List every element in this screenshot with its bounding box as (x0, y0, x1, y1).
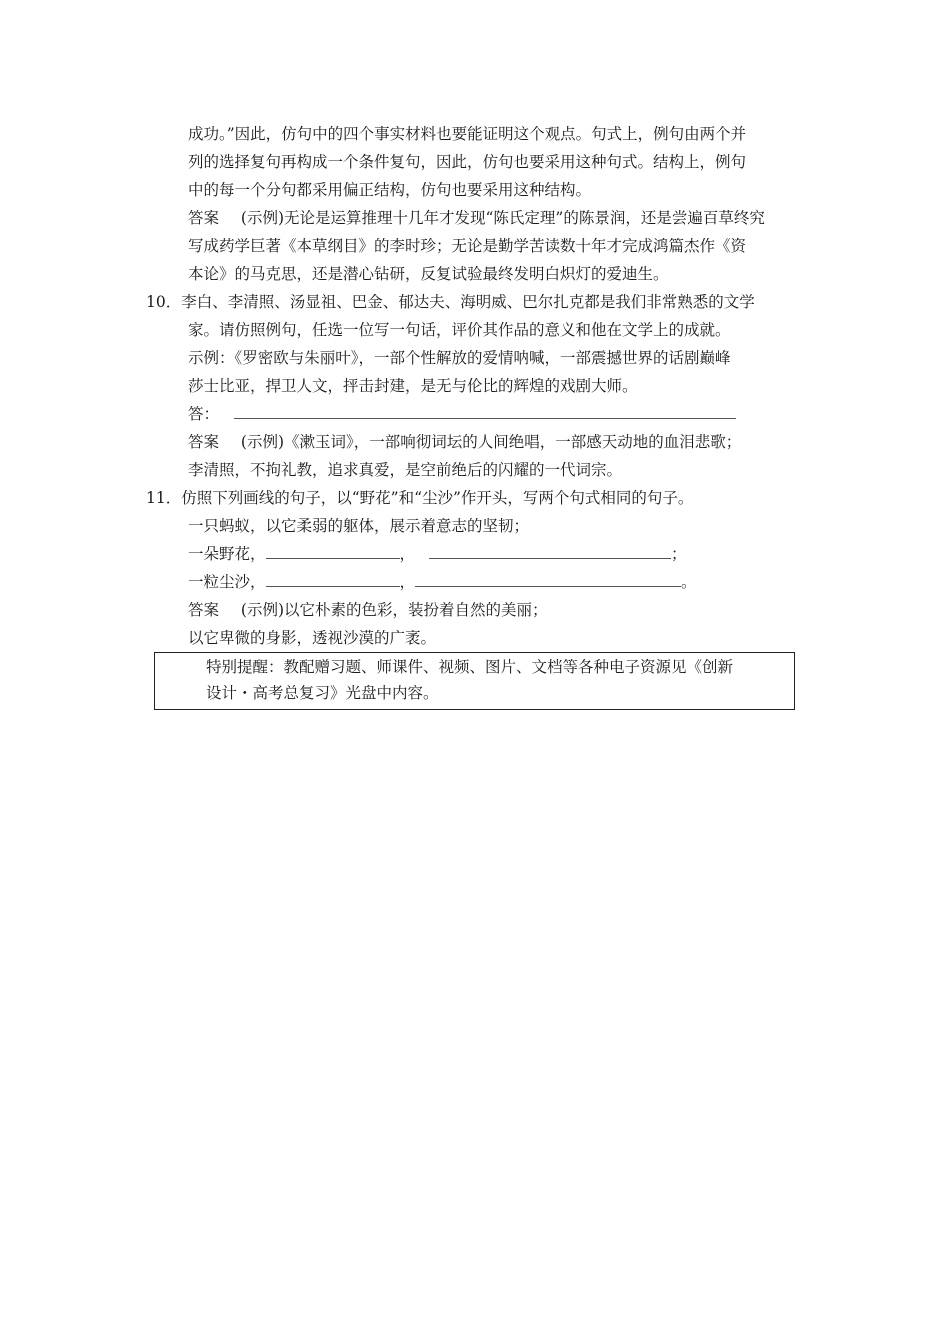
notice-line1: 特别提醒：教配赠习题、师课件、视频、图片、文档等各种电子资源见《创新 (206, 658, 734, 676)
blank-end: 。 (681, 573, 697, 591)
q10-prompt-line2: 家。请仿照例句，任选一位写一句话，评价其作品的意义和他在文学上的成就。 (188, 321, 731, 339)
answer-label: 答案 (188, 433, 220, 451)
fill-blank[interactable] (266, 544, 400, 559)
blank-start: 一粒尘沙， (188, 573, 266, 591)
q11-answer-text: (示例)以它朴素的色彩，装扮着自然的美丽； (240, 601, 548, 619)
answer-label: 答案 (188, 209, 220, 227)
blank-start: 一朵野花， (188, 545, 266, 563)
q10-example-line2: 莎士比亚，捍卫人文，抨击封建，是无与伦比的辉煌的戏剧大师。 (188, 377, 638, 395)
q9-explanation-line3: 中的每一个分句都采用偏正结构，仿句也要采用这种结构。 (188, 181, 592, 199)
fill-blank[interactable] (429, 544, 671, 559)
fill-blank[interactable] (266, 572, 400, 587)
q9-answer-text: (示例)无论是运算推理十几年才发现“陈氏定理”的陈景润，还是尝遍百草终究 (240, 209, 765, 227)
blank-end: ； (671, 545, 687, 563)
q11-prompt-line (146, 488, 693, 510)
answer-label: 答案 (188, 601, 220, 619)
answer-blank[interactable] (234, 404, 736, 419)
q10-prompt-text: 李白、李清照、汤显祖、巴金、郁达夫、海明威、巴尔扎克都是我们非常熟悉的文学 (181, 293, 755, 311)
question-number: 11． (146, 489, 182, 507)
q10-answer-line1 (188, 432, 741, 454)
q10-prompt-line1 (146, 292, 755, 314)
q9-explanation-line2: 列的选择复句再构成一个条件复句，因此，仿句也要采用这种句式。结构上，例句 (188, 153, 747, 171)
q11-prompt-text: 仿照下列画线的句子，以“野花”和“尘沙”作开头，写两个句式相同的句子。 (181, 489, 694, 507)
q10-answer-prompt-line (188, 404, 736, 426)
q10-answer-line2: 李清照，不拘礼教，追求真爱，是空前绝后的闪耀的一代词宗。 (188, 461, 623, 479)
q11-answer-line1 (188, 600, 548, 622)
q10-answer-text: (示例)《漱玉词》，一部响彻词坛的人间绝唱，一部感天动地的血泪悲歌； (240, 433, 742, 451)
q9-answer-line2: 写成药学巨著《本草纲目》的李时珍；无论是勤学苦读数十年才完成鸿篇杰作《资 (188, 237, 747, 255)
answer-prompt: 答： (188, 405, 220, 423)
q11-answer-line2: 以它卑微的身影，透视沙漠的广袤。 (188, 629, 437, 647)
q11-blank-line1 (188, 544, 687, 566)
blank-comma: ， (399, 545, 416, 563)
q9-answer-line1 (188, 208, 765, 230)
notice-box (154, 652, 795, 710)
q11-example-line: 一只蚂蚁，以它柔弱的躯体，展示着意志的坚韧； (188, 517, 530, 535)
q9-answer-line3: 本论》的马克思，还是潜心钻研，反复试验最终发明白炽灯的爱迪生。 (188, 265, 669, 283)
q11-blank-line2 (188, 572, 697, 594)
question-number: 10． (146, 293, 182, 311)
q10-example-line1: 示例：《罗密欧与朱丽叶》，一部个性解放的爱情呐喊，一部震撼世界的话剧巅峰 (188, 349, 731, 367)
fill-blank[interactable] (415, 572, 681, 587)
q9-explanation-line1: 成功。”因此，仿句中的四个事实材料也要能证明这个观点。句式上，例句由两个并 (188, 125, 747, 143)
notice-line2: 设计・高考总复习》光盘中内容。 (206, 684, 439, 702)
blank-comma: ， (399, 573, 416, 591)
